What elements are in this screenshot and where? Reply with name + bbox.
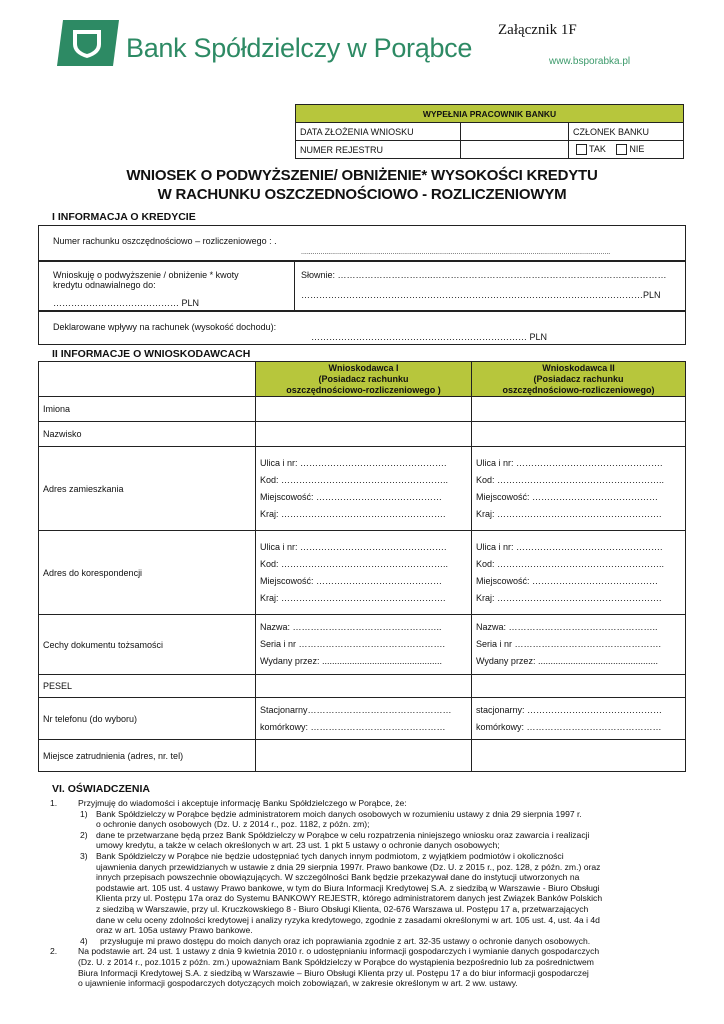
- statement-1-3b: ujawnienia danych przewidzianych w ustawie z dnia 29 sierpnia 1997r. Prawo bankowe (Dz. U. z 2015 r., poz. 128, z późn. zm.) oraz: [96, 861, 601, 872]
- id1-issuer[interactable]: Wydany przez: ................................................: [260, 656, 442, 666]
- applicants-table: [38, 361, 686, 772]
- statement-1-3e: Klienta przy ul. Postępu 17a oraz do Systemu BANKOWY REJESTR, którego administratorem danych jest Związek Banków Polskich: [96, 893, 603, 904]
- account-dots: ...............................................................................................................................................................: [301, 249, 611, 256]
- yes-label: TAK: [589, 143, 606, 154]
- id-fields-2[interactable]: [472, 615, 686, 675]
- form-title-line2: W RACHUNKU OSZCZEDNOŚCIOWO - ROZLICZENIOWYM: [157, 186, 567, 203]
- surname-field-1[interactable]: [256, 422, 472, 447]
- corr-fields-1[interactable]: [256, 531, 472, 615]
- phone1-landline[interactable]: Stacjonarny…………………………………………: [260, 704, 452, 715]
- work-label: Miejsce zatrudnienia (adres, nr. tel): [39, 740, 256, 772]
- corr1-code[interactable]: Kod: ………………………………………………..: [260, 558, 449, 569]
- corr1-street[interactable]: Ulica i nr: ………………………………………….: [260, 541, 447, 552]
- statement-1-3c: innych przepisach powszechnie obowiązujących. W szczególności Bank będzie przekazywał dane do instytucji utworzonych na: [96, 872, 580, 883]
- address-label: Adres zamieszkania: [39, 447, 256, 531]
- statement-1-1b: o ochronie danych osobowych (Dz. U. z 2014 r., poz. 1182, z późn. zm);: [96, 819, 370, 830]
- applicant1-header-l2: (Posiadacz rachunku: [318, 373, 409, 384]
- statement-2b: (Dz. U. z 2014 r., poz.1015 z późn. zm.) upoważniam Bank Spółdzielczy w Porąbce do wystąpienia bezpośrednio lub za pośrednictwem: [78, 956, 594, 967]
- statement-1-2a: dane te przetwarzane będą przez Bank Spółdzielczy w Porąbce w celu rozpatrzenia niniejszego wniosku oraz zawarcia i realizacji: [96, 829, 590, 840]
- corr2-code[interactable]: Kod: ………………………………………………..: [476, 558, 665, 569]
- statement-1-4: przysługuje mi prawo dostępu do moich danych oraz ich poprawiania zgodnie z art. 32-35 ustawy o ochronie danych osobowych.: [100, 935, 591, 946]
- account-number-box[interactable]: [38, 225, 686, 261]
- address1-country[interactable]: Kraj: ……………………………………………….: [260, 508, 446, 519]
- phone2-mobile[interactable]: komórkowy: ………………………………………: [476, 721, 662, 732]
- statement-1-3f: z siedzibą w Warszawie, przy ul. Kruczkowskiego 8 - Biuro Obsługi Klienta, 02-676 Warszawa ul. Postępu 17 a, przetwarzających: [96, 903, 589, 914]
- work-field-1[interactable]: [256, 740, 472, 772]
- phone2-landline[interactable]: stacjonarny: ………………………………………: [476, 704, 663, 715]
- bank-logo: [57, 20, 119, 66]
- income-box: [38, 311, 686, 345]
- pesel-field-1[interactable]: [256, 675, 472, 698]
- corr2-city[interactable]: Miejscowość: ……………………………………: [476, 575, 659, 586]
- num-1: 1.: [50, 798, 58, 808]
- corr1-city[interactable]: Miejscowość: ……………………………………: [260, 575, 443, 586]
- attachment-label: Załącznik 1F: [498, 22, 577, 38]
- bank-use-table: [295, 104, 684, 159]
- section1-heading: I INFORMACJA O KREDYCIE: [52, 211, 196, 223]
- names-label: Imiona: [39, 397, 256, 422]
- no-label: NIE: [629, 143, 645, 154]
- pesel-field-2[interactable]: [472, 675, 686, 698]
- statement-1-3g: dane w celu oceny zdolności kredytowej i analizy ryzyka kredytowego, zgodnie z zasadami określonymi w art. 105 ust. 4, ust. 4a i 4d: [96, 914, 600, 925]
- surname-label: Nazwisko: [39, 422, 256, 447]
- form-title-line1: WNIOSEK O PODWYŻSZENIE/ OBNIŻENIE* WYSOKOŚCI KREDYTU: [126, 167, 598, 184]
- statement-1: Przyjmuję do wiadomości i akceptuje informację Banku Spółdzielczego w Porąbce, że:: [78, 798, 407, 808]
- id-fields-1[interactable]: [256, 615, 472, 675]
- income-label: Deklarowane wpływy na rachunek (wysokość dochodu):: [53, 322, 277, 332]
- sub-2: 2): [80, 829, 88, 840]
- surname-field-2[interactable]: [472, 422, 686, 447]
- statement-2c: Biura Informacji Kredytowej S.A. z siedzibą w Warszawie – Biuro Obsługi Klienta przy ul. Postępu 17 a do biur informacji gospodarczej: [78, 967, 589, 978]
- statement-1-3d: podstawie art. 105 ust. 4 ustawy Prawo bankowe, w tym do Biura Informacji Kredytowej S.A. z siedzibą w Warszawie - Biuro Obsługi: [96, 882, 600, 893]
- words-field-line2[interactable]: ……………………………………………………………………………………………………PLN: [301, 290, 661, 300]
- website-link[interactable]: www.bsporabka.pl: [549, 56, 631, 67]
- statement-2a: Na podstawie art. 24 ust. 1 ustawy z dnia 9 kwietnia 2010 r. o udostępnianiu informacji gospodarczych i wymianie danych gospodarczych: [78, 946, 600, 957]
- work-field-2[interactable]: [472, 740, 686, 772]
- corr2-street[interactable]: Ulica i nr: ………………………………………….: [476, 541, 663, 552]
- amount-field[interactable]: …………………………………… PLN: [53, 298, 200, 308]
- applicant2-header: [472, 362, 686, 397]
- address-fields-1[interactable]: [256, 447, 472, 531]
- address-fields-2[interactable]: [472, 447, 686, 531]
- num-2: 2.: [50, 946, 58, 957]
- phone1-mobile[interactable]: komórkowy: ………………………………………: [260, 721, 446, 732]
- applicant1-header: [256, 362, 472, 397]
- sub-1: 1): [80, 808, 88, 819]
- id2-issuer[interactable]: Wydany przez: ................................................: [476, 656, 658, 666]
- bank-name: Bank Spółdzielczy w Porąbce: [126, 33, 473, 63]
- id2-name[interactable]: Nazwa: …………………………………………..: [476, 622, 658, 632]
- address1-street[interactable]: Ulica i nr: ………………………………………….: [260, 457, 447, 468]
- address1-code[interactable]: Kod: ………………………………………………..: [260, 474, 449, 485]
- member-options: [569, 141, 684, 159]
- corr1-country[interactable]: Kraj: ……………………………………………….: [260, 592, 446, 603]
- corr2-country[interactable]: Kraj: ……………………………………………….: [476, 592, 662, 603]
- member-no-checkbox[interactable]: [616, 144, 627, 155]
- account-label: Numer rachunku oszczędnościowo – rozliczeniowego : .: [53, 236, 277, 246]
- header-blank: [39, 362, 256, 397]
- pesel-label: PESEL: [39, 675, 256, 698]
- member-yes-checkbox[interactable]: [576, 144, 587, 155]
- statement-2d: o ujawnienie informacji gospodarczych dotyczących moich zobowiązań, w zakresie określonym w art. 2 ww. ustawy.: [78, 978, 518, 989]
- id-label: Cechy dokumentu tożsamości: [39, 615, 256, 675]
- words-field[interactable]: Słownie: …………………………..……………………………………………………………………: [301, 270, 667, 280]
- statement-1-1a: Bank Spółdzielczy w Porąbce będzie administratorem moich danych osobowych w rozumieniu ustawy z dnia 29 sierpnia 1997 r.: [96, 808, 582, 819]
- address2-code[interactable]: Kod: ………………………………………………..: [476, 474, 665, 485]
- bank-use-header: WYPEŁNIA PRACOWNIK BANKU: [296, 105, 684, 123]
- phone-label: Nr telefonu (do wyboru): [39, 698, 256, 740]
- date-field[interactable]: [461, 123, 569, 141]
- request-label: Wnioskuję o podwyższenie / obniżenie * kwoty kredytu odnawialnego do:: [53, 270, 239, 290]
- applicant2-header-l1: Wnioskodawca II: [542, 362, 615, 373]
- applicant1-header-l3: oszczędnościowo-rozliczeniowego ): [286, 384, 441, 395]
- applicant2-header-l3: oszczędnościowo-rozliczeniowego): [502, 384, 655, 395]
- corr-fields-2[interactable]: [472, 531, 686, 615]
- address2-city[interactable]: Miejscowość: ……………………………………: [476, 491, 659, 502]
- section6-heading: VI. OŚWIADCZENIA: [52, 783, 151, 795]
- date-label: DATA ZŁOŻENIA WNIOSKU: [296, 123, 461, 141]
- corr-label: Adres do korespondencji: [39, 531, 256, 615]
- address1-city[interactable]: Miejscowość: ……………………………………: [260, 491, 443, 502]
- applicant1-header-l1: Wnioskodawca I: [328, 362, 399, 373]
- id1-series[interactable]: Seria i nr ………………………………………….: [260, 639, 446, 649]
- id2-series[interactable]: Seria i nr ………………………………………….: [476, 639, 662, 649]
- statement-1-3a: Bank Spółdzielczy w Porąbce nie będzie udostępniać tych danych innym podmiotom, z wyjątkiem podmiotów i okoliczności: [96, 850, 564, 861]
- sub-3: 3): [80, 850, 88, 861]
- income-field[interactable]: ……………………………………………………………… PLN: [311, 332, 548, 342]
- sub-4: 4): [80, 935, 88, 946]
- credit-amount-box: [38, 261, 686, 311]
- phone-fields-2[interactable]: [472, 698, 686, 740]
- statement-1-2b: umowy kredytu, a także w celach określonych w art. 23 ust. 1 pkt 5 ustawy o ochronie danych osobowych;: [96, 840, 500, 851]
- member-label: CZŁONEK BANKU: [569, 123, 684, 141]
- statement-1-3h: oraz w art. 105a ustawy Prawo bankowe.: [96, 925, 253, 936]
- section2-heading: II INFORMACJE O WNIOSKODAWCACH: [52, 348, 251, 360]
- names-field-1[interactable]: [256, 397, 472, 422]
- address2-street[interactable]: Ulica i nr: ………………………………………….: [476, 457, 663, 468]
- applicant2-header-l2: (Posiadacz rachunku: [533, 373, 624, 384]
- register-field[interactable]: [461, 141, 569, 159]
- address2-country[interactable]: Kraj: ……………………………………………….: [476, 508, 662, 519]
- id1-name[interactable]: Nazwa: …………………………………………..: [260, 622, 442, 632]
- names-field-2[interactable]: [472, 397, 686, 422]
- register-label: NUMER REJESTRU: [296, 141, 461, 159]
- phone-fields-1[interactable]: [256, 698, 472, 740]
